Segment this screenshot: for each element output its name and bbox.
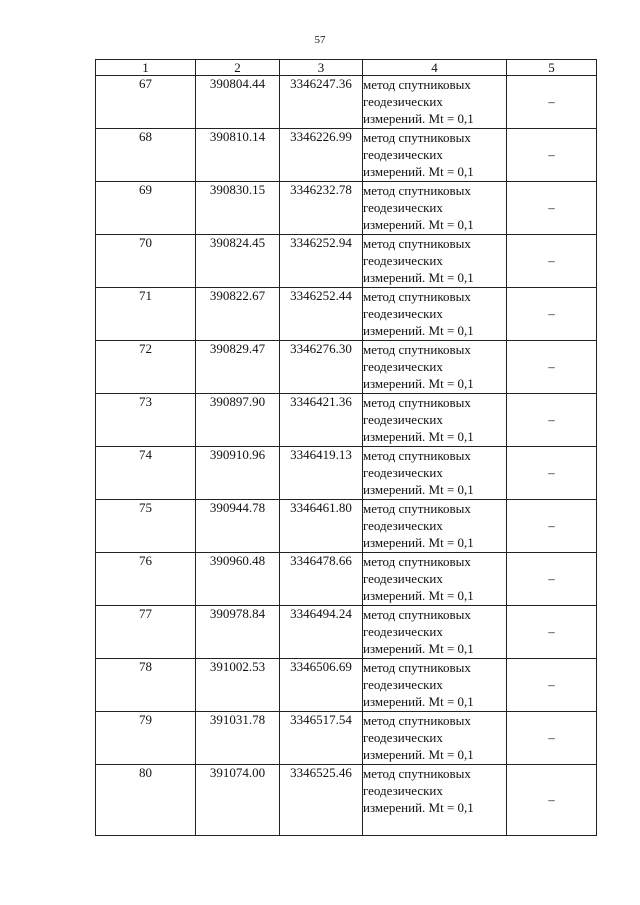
note-cell: – (507, 500, 597, 553)
column-header: 3 (280, 60, 363, 76)
point-number: 79 (96, 712, 196, 765)
table-row (96, 500, 597, 553)
column-header: 4 (363, 60, 507, 76)
method-line: геодезических (363, 147, 443, 162)
note-cell: – (507, 447, 597, 500)
method-cell (363, 712, 507, 765)
method-line: измерений. Mt = 0,1 (363, 535, 474, 550)
method-cell (363, 129, 507, 182)
table-row (96, 182, 597, 235)
table-row (96, 659, 597, 712)
x-coordinate: 391074.00 (196, 765, 280, 836)
note-cell: – (507, 765, 597, 836)
x-coordinate: 390822.67 (196, 288, 280, 341)
method-line: метод спутниковых (363, 501, 471, 516)
method-cell (363, 394, 507, 447)
x-coordinate: 390978.84 (196, 606, 280, 659)
table-body (96, 76, 597, 836)
method-line: измерений. Mt = 0,1 (363, 164, 474, 179)
method-line: измерений. Mt = 0,1 (363, 323, 474, 338)
point-number: 80 (96, 765, 196, 836)
method-cell (363, 447, 507, 500)
method-line: метод спутниковых (363, 660, 471, 675)
note-cell: – (507, 553, 597, 606)
x-coordinate: 390804.44 (196, 76, 280, 129)
point-number: 78 (96, 659, 196, 712)
x-coordinate: 391002.53 (196, 659, 280, 712)
note-cell: – (507, 288, 597, 341)
method-line: измерений. Mt = 0,1 (363, 800, 474, 815)
method-line: метод спутниковых (363, 766, 471, 781)
column-header: 5 (507, 60, 597, 76)
method-line: геодезических (363, 624, 443, 639)
point-number: 74 (96, 447, 196, 500)
x-coordinate: 390810.14 (196, 129, 280, 182)
y-coordinate: 3346517.54 (280, 712, 363, 765)
method-line: измерений. Mt = 0,1 (363, 270, 474, 285)
method-line: метод спутниковых (363, 607, 471, 622)
method-cell (363, 606, 507, 659)
method-cell (363, 765, 507, 836)
point-number: 77 (96, 606, 196, 659)
y-coordinate: 3346506.69 (280, 659, 363, 712)
method-line: измерений. Mt = 0,1 (363, 588, 474, 603)
y-coordinate: 3346421.36 (280, 394, 363, 447)
coordinates-table (95, 59, 597, 836)
table-row (96, 606, 597, 659)
method-cell (363, 659, 507, 712)
table-row (96, 765, 597, 836)
method-line: геодезических (363, 465, 443, 480)
method-line: измерений. Mt = 0,1 (363, 111, 474, 126)
point-number: 69 (96, 182, 196, 235)
method-line: измерений. Mt = 0,1 (363, 694, 474, 709)
method-line: геодезических (363, 412, 443, 427)
point-number: 76 (96, 553, 196, 606)
table-row (96, 235, 597, 288)
x-coordinate: 390830.15 (196, 182, 280, 235)
y-coordinate: 3346252.94 (280, 235, 363, 288)
method-line: метод спутниковых (363, 183, 471, 198)
method-line: метод спутниковых (363, 130, 471, 145)
method-line: метод спутниковых (363, 236, 471, 251)
method-line: метод спутниковых (363, 342, 471, 357)
method-cell (363, 500, 507, 553)
y-coordinate: 3346226.99 (280, 129, 363, 182)
method-line: геодезических (363, 253, 443, 268)
method-line: геодезических (363, 94, 443, 109)
point-number: 68 (96, 129, 196, 182)
note-cell: – (507, 182, 597, 235)
note-cell: – (507, 76, 597, 129)
method-line: метод спутниковых (363, 77, 471, 92)
method-cell (363, 341, 507, 394)
note-cell: – (507, 712, 597, 765)
table-row (96, 553, 597, 606)
table-row (96, 76, 597, 129)
method-cell (363, 553, 507, 606)
table-row (96, 447, 597, 500)
point-number: 75 (96, 500, 196, 553)
y-coordinate: 3346247.36 (280, 76, 363, 129)
x-coordinate: 390910.96 (196, 447, 280, 500)
note-cell: – (507, 659, 597, 712)
note-cell: – (507, 394, 597, 447)
method-cell (363, 288, 507, 341)
method-line: геодезических (363, 306, 443, 321)
table-row (96, 341, 597, 394)
point-number: 67 (96, 76, 196, 129)
y-coordinate: 3346478.66 (280, 553, 363, 606)
y-coordinate: 3346461.80 (280, 500, 363, 553)
x-coordinate: 390824.45 (196, 235, 280, 288)
method-line: метод спутниковых (363, 395, 471, 410)
method-line: измерений. Mt = 0,1 (363, 641, 474, 656)
note-cell: – (507, 341, 597, 394)
point-number: 70 (96, 235, 196, 288)
y-coordinate: 3346276.30 (280, 341, 363, 394)
method-line: метод спутниковых (363, 713, 471, 728)
x-coordinate: 391031.78 (196, 712, 280, 765)
point-number: 72 (96, 341, 196, 394)
method-line: геодезических (363, 518, 443, 533)
method-line: измерений. Mt = 0,1 (363, 376, 474, 391)
point-number: 73 (96, 394, 196, 447)
method-line: измерений. Mt = 0,1 (363, 747, 474, 762)
y-coordinate: 3346525.46 (280, 765, 363, 836)
y-coordinate: 3346252.44 (280, 288, 363, 341)
method-cell (363, 182, 507, 235)
note-cell: – (507, 235, 597, 288)
method-line: геодезических (363, 677, 443, 692)
method-line: геодезических (363, 730, 443, 745)
table-row (96, 288, 597, 341)
table-row (96, 394, 597, 447)
note-cell: – (507, 606, 597, 659)
table-row (96, 712, 597, 765)
table-header-row (96, 60, 597, 76)
x-coordinate: 390944.78 (196, 500, 280, 553)
method-line: метод спутниковых (363, 448, 471, 463)
y-coordinate: 3346232.78 (280, 182, 363, 235)
method-line: геодезических (363, 359, 443, 374)
page-number: 57 (314, 34, 326, 46)
x-coordinate: 390960.48 (196, 553, 280, 606)
method-line: измерений. Mt = 0,1 (363, 217, 474, 232)
point-number: 71 (96, 288, 196, 341)
column-header: 2 (196, 60, 280, 76)
table-row (96, 129, 597, 182)
method-line: геодезических (363, 200, 443, 215)
method-line: геодезических (363, 571, 443, 586)
method-cell (363, 235, 507, 288)
method-cell (363, 76, 507, 129)
note-cell: – (507, 129, 597, 182)
y-coordinate: 3346494.24 (280, 606, 363, 659)
column-header: 1 (96, 60, 196, 76)
x-coordinate: 390897.90 (196, 394, 280, 447)
y-coordinate: 3346419.13 (280, 447, 363, 500)
method-line: метод спутниковых (363, 289, 471, 304)
method-line: измерений. Mt = 0,1 (363, 429, 474, 444)
x-coordinate: 390829.47 (196, 341, 280, 394)
method-line: метод спутниковых (363, 554, 471, 569)
method-line: геодезических (363, 783, 443, 798)
method-line: измерений. Mt = 0,1 (363, 482, 474, 497)
